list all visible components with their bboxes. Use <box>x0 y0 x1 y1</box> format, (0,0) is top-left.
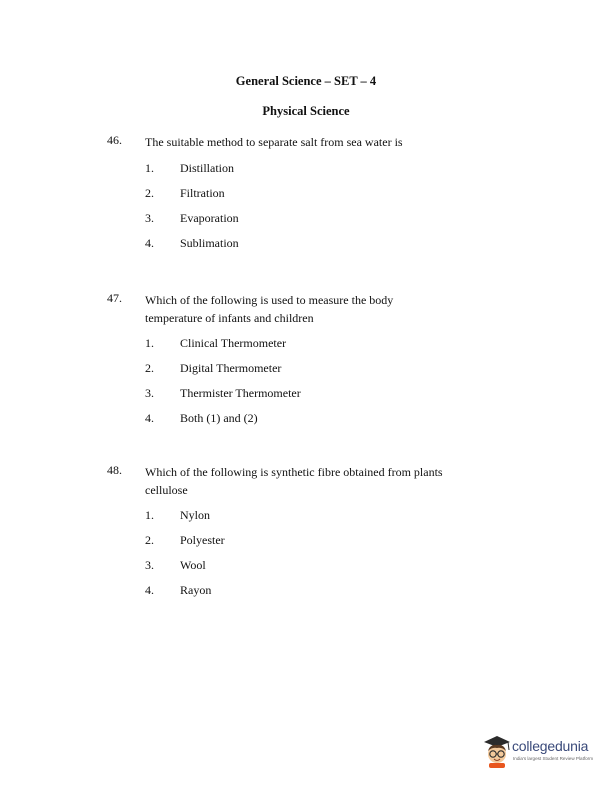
logo-wordmark: collegedunia <box>512 738 589 754</box>
option-number: 3. <box>145 558 154 572</box>
option-text: Distillation <box>180 161 234 175</box>
option-number: 1. <box>145 508 154 522</box>
option-text: Nylon <box>180 508 210 522</box>
option-number: 2. <box>145 361 154 375</box>
option-text: Filtration <box>180 186 225 200</box>
option-text: Wool <box>180 558 206 572</box>
option-text: Thermister Thermometer <box>180 386 301 400</box>
question-number: 48. <box>107 463 122 477</box>
option-number: 1. <box>145 161 154 175</box>
option-4 <box>0 411 612 427</box>
option-text: Clinical Thermometer <box>180 336 287 350</box>
option-text: Both (1) and (2) <box>180 411 258 425</box>
question-text: Which of the following is used to measure the body temperature of infants and children <box>145 293 394 325</box>
mascot-icon <box>482 734 512 768</box>
option-1 <box>0 508 612 524</box>
option-2 <box>0 361 612 377</box>
question-number: 47. <box>107 291 122 305</box>
option-text: Rayon <box>180 583 212 597</box>
logo-tagline: India's largest Student Review Platform <box>513 756 594 761</box>
option-4 <box>0 583 612 599</box>
option-4 <box>0 236 612 252</box>
option-1 <box>0 336 612 352</box>
option-text: Sublimation <box>180 236 239 250</box>
option-3 <box>0 211 612 227</box>
option-3 <box>0 386 612 402</box>
collegedunia-logo <box>482 734 604 768</box>
section-title: Physical Science <box>262 104 350 118</box>
option-text: Evaporation <box>180 211 239 225</box>
option-2 <box>0 186 612 202</box>
option-text: Digital Thermometer <box>180 361 282 375</box>
option-2 <box>0 533 612 549</box>
question-number: 46. <box>107 133 122 147</box>
question-text: Which of the following is synthetic fibre obtained from plants cellulose <box>145 465 443 497</box>
option-number: 4. <box>145 583 154 597</box>
option-number: 4. <box>145 411 154 425</box>
option-1 <box>0 161 612 177</box>
option-number: 4. <box>145 236 154 250</box>
option-3 <box>0 558 612 574</box>
option-text: Polyester <box>180 533 225 547</box>
option-number: 2. <box>145 186 154 200</box>
question-text: The suitable method to separate salt from sea water is <box>145 135 403 149</box>
option-number: 2. <box>145 533 154 547</box>
option-number: 1. <box>145 336 154 350</box>
option-number: 3. <box>145 386 154 400</box>
document-title: General Science – SET – 4 <box>235 74 377 88</box>
option-number: 3. <box>145 211 154 225</box>
